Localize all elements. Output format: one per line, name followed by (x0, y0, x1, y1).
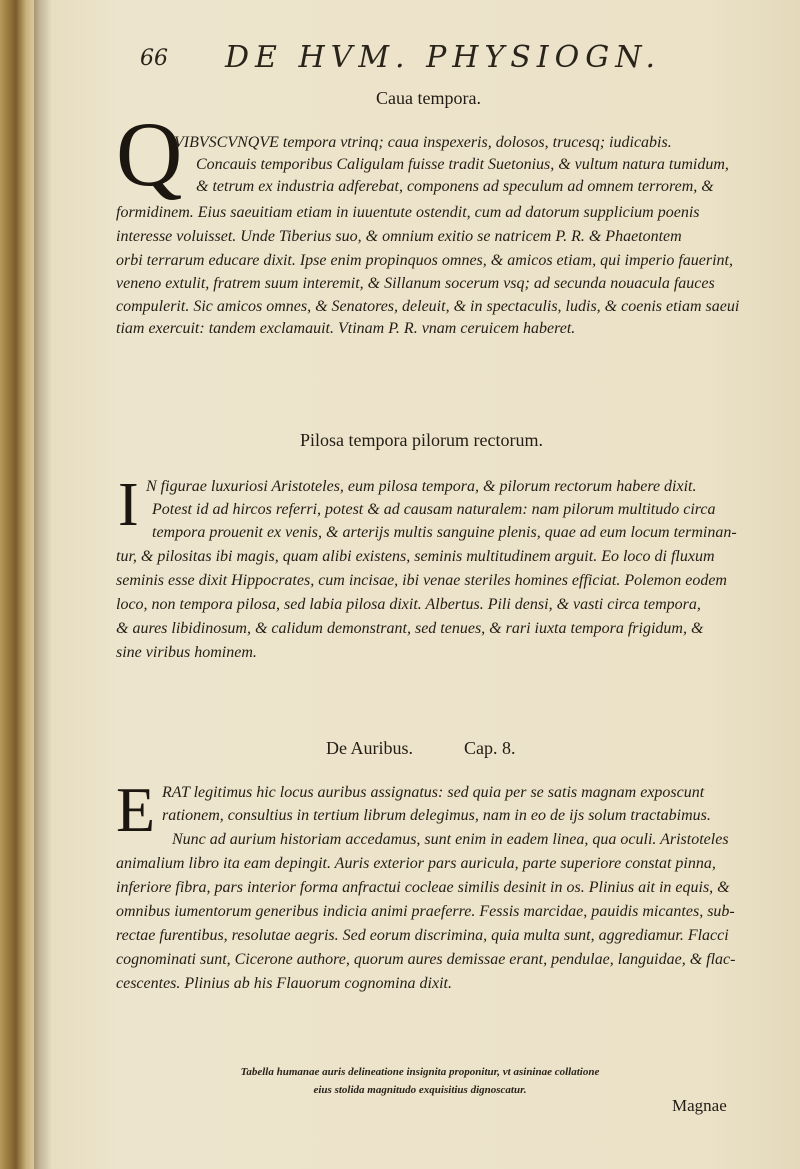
text-line: inferiore fibra, pars interior forma anfractui cocleae similis desinit in os. Plinius ait in equis, & (116, 879, 730, 896)
section-title-caua-tempora: Caua tempora. (376, 88, 481, 108)
section-title-pilosa-tempora: Pilosa tempora pilorum rectorum. (300, 430, 543, 450)
page-header (140, 40, 700, 80)
catchword: Magnae (672, 1096, 727, 1115)
text-line: N figurae luxuriosi Aristoteles, eum pilosa tempora, & pilorum rectorum habere dixit. (146, 478, 697, 495)
text-line: orbi terrarum educare dixit. Ipse enim propinquos omnes, & amicos etiam, qui imperio fauerint, (116, 252, 733, 269)
text-line: sine viribus hominem. (116, 644, 257, 661)
dropcap-e: E (116, 774, 156, 845)
running-head: DE HVM. PHYSIOGN. (225, 40, 662, 75)
text-line: formidinem. Eius saeuitiam etiam in iuuentute ostendit, cum ad datorum supplicium poenis (116, 204, 700, 221)
text-line: seminis esse dixit Hippocrates, cum incisae, ibi venae steriles homines efficiat. Polemon eodem (116, 572, 727, 589)
text-line: animalium libro ita eam depingit. Auris exterior pars auricula, parte superiore constat pinna, (116, 855, 716, 872)
page-number: 66 (140, 46, 168, 71)
text-line: omnibus iumentorum generibus indicia animi praeferre. Fessis marcidae, pauidis micantes, sub- (116, 903, 735, 920)
text-line: rationem, consultius in tertium librum delegimus, nam in eo de ijs solum tractabimus. (162, 807, 711, 824)
figure-caption-line: Tabella humanae auris delineatione insignita proponitur, vt asininae collatione (240, 1066, 600, 1078)
text-line: Nunc ad aurium historiam accedamus, sunt enim in eadem linea, qua oculi. Aristoteles (172, 831, 729, 848)
text-line: tur, & pilositas ibi magis, quam alibi existens, seminis multitudinem arguit. Eo loco di fluxum (116, 548, 715, 565)
text-line: & tetrum ex industria adferebat, componens ad speculum ad omnem terrorem, & (196, 178, 714, 195)
text-line: Concauis temporibus Caligulam fuisse tradit Suetonius, & vultum natura tumidum, (196, 156, 729, 173)
figure-caption-line: eius stolida magnitudo exquisitius dignoscatur. (313, 1084, 527, 1096)
text-line: loco, non tempora pilosa, sed labia pilosa dixit. Albertus. Pili densi, & vasti circa tempora, (116, 596, 701, 613)
chapter-number: Cap. 8. (464, 738, 516, 758)
dropcap-q: Q (116, 103, 183, 205)
gutter-shadow (34, 0, 52, 1169)
text-line: Potest id ad hircos referri, potest & ad causam naturalem: nam pilorum multitudo circa (152, 501, 716, 518)
text-line: & aures libidinosum, & calidum demonstrant, sed tenues, & rari iuxta tempora frigidum, & (116, 620, 704, 637)
section-title-de-auribus: De Auribus. (326, 738, 413, 758)
text-line: veneno extulit, fratrem suum interemit, & Sillanum socerum vsq; ad secunda nouacula fauces (116, 275, 715, 292)
text-line: tempora prouenit ex venis, & arterijs multis sanguine plenis, quae ad eum locum terminan- (152, 524, 737, 541)
text-line: interesse voluisset. Unde Tiberius suo, & omnium exitio se natricem P. R. & Phaetontem (116, 228, 682, 245)
text-line: compulerit. Sic amicos omnes, & Senatores, deleuit, & in spectaculis, ludis, & coenis etiam saeui (116, 298, 740, 315)
text-line: RAT legitimus hic locus auribus assignatus: sed quia per se satis magnam exposcunt (162, 784, 705, 801)
dropcap-i: I (118, 471, 139, 539)
text-line: tiam exercuit: tandem exclamauit. Vtinam P. R. vnam ceruicem haberet. (116, 320, 576, 337)
text-line: rectae furentibus, resolutae aegris. Sed eorum discrimina, quia multa sunt, aggrediamur. Flacci (116, 927, 729, 944)
text-line: cescentes. Plinius ab his Flauorum cognomina dixit. (116, 975, 452, 992)
text-line: cognominati sunt, Cicerone authore, quorum aures demissae erant, pendulae, languidae, & flac- (116, 951, 736, 968)
text-line: VIBVSCVNQVE tempora vtrinq; caua inspexeris, dolosos, trucesq; iudicabis. (174, 134, 672, 151)
